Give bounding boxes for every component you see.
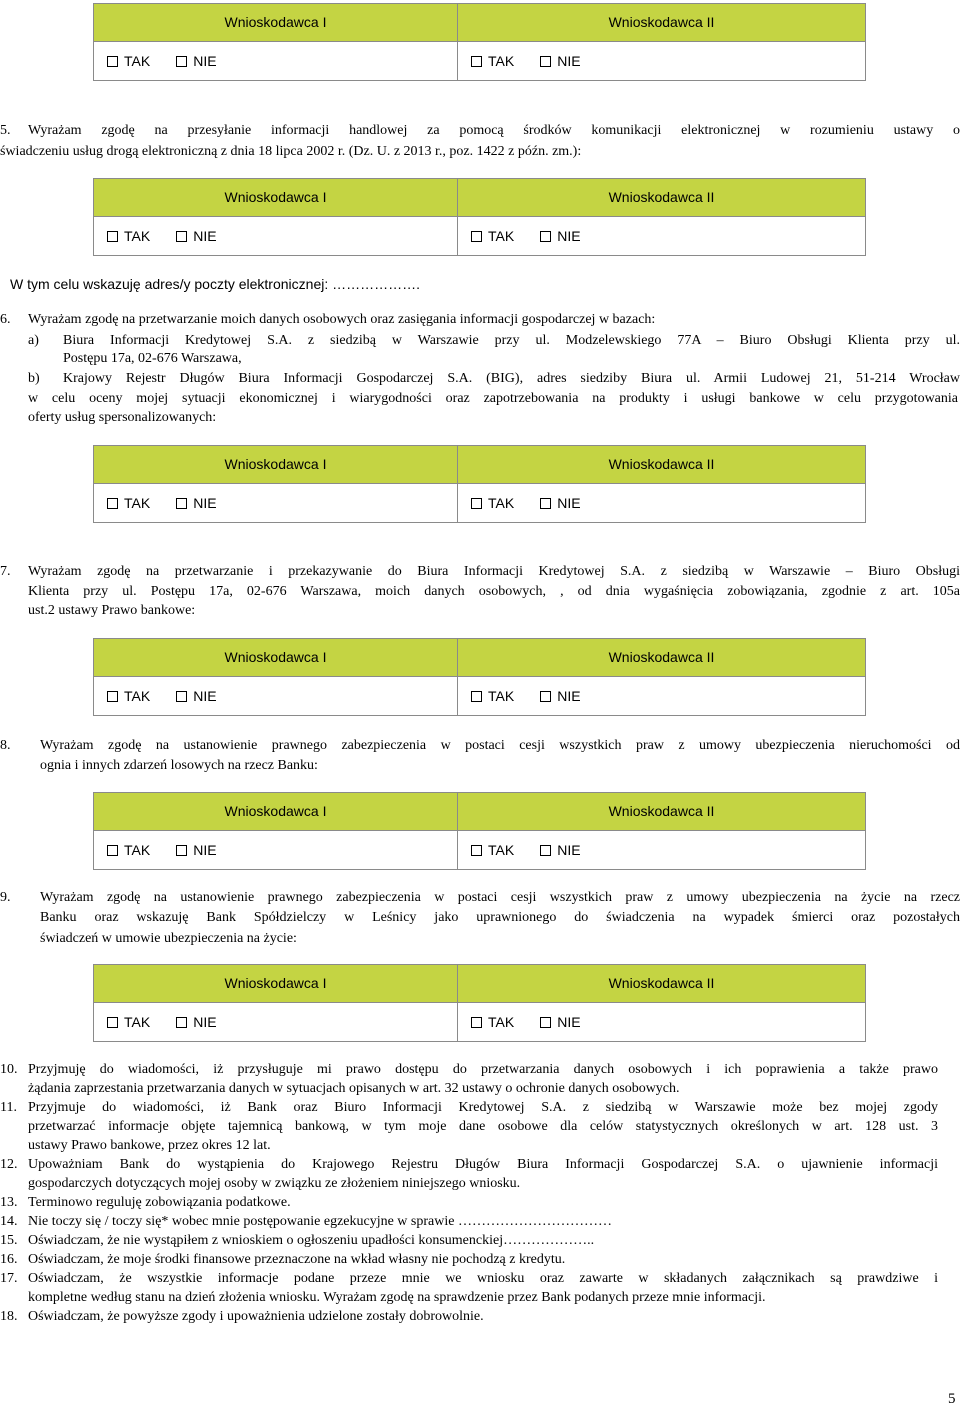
item-number: 15. — [0, 1233, 18, 1248]
item-text-line: Upoważniam Bank do wystąpienia do Krajowego Rejestru Długów Biura Informacji Gospodarczej S.A. o ujawnienie informacji — [28, 1157, 938, 1172]
item-6-purpose — [28, 389, 958, 408]
item-9-line-2 — [40, 908, 960, 927]
applicant-1-header: Wnioskodawca I — [94, 639, 458, 677]
applicant-2-no-checkbox[interactable] — [540, 227, 580, 246]
consent-grid-4 — [93, 638, 866, 716]
item-text-line: Wyrażam zgodę na ustanowienie prawnego zabezpieczenia w postaci cesji wszystkich praw z umowy ubezpieczenia na życie na rzecz — [40, 890, 960, 905]
applicant-1-header: Wnioskodawca I — [94, 793, 458, 831]
yes-label: TAK — [124, 494, 151, 511]
consent-item-7 — [0, 562, 960, 581]
item-text-line: przetwarzać informacje objęte tajemnicą bankową, w tym moje dane osobowe dla celów statystycznych określonych w art. 128 ust. 3 — [28, 1119, 938, 1134]
applicant-1-options — [94, 677, 458, 715]
checkbox-icon[interactable] — [176, 498, 187, 509]
applicant-2-header: Wnioskodawca II — [458, 793, 865, 831]
checkbox-icon[interactable] — [471, 231, 482, 242]
applicant-2-yes-checkbox[interactable] — [471, 687, 514, 706]
checkbox-icon[interactable] — [176, 231, 187, 242]
item-number: 8. — [0, 738, 11, 753]
item-number: 18. — [0, 1309, 18, 1324]
no-label: NIE — [193, 494, 217, 511]
consent-item-9 — [0, 888, 960, 907]
item-number: 7. — [0, 564, 11, 579]
item-number: 9. — [0, 890, 11, 905]
item-text-line: Wyrażam zgodę na przetwarzanie moich danych osobowych oraz zasięgania informacji gospodarczej w bazach: — [28, 312, 656, 327]
applicant-1-options — [94, 831, 458, 869]
applicant-1-header: Wnioskodawca I — [94, 4, 458, 42]
applicant-1-no-checkbox[interactable] — [176, 687, 216, 706]
checkbox-icon[interactable] — [176, 845, 187, 856]
yes-label: TAK — [488, 227, 515, 244]
item-number: 17. — [0, 1271, 18, 1286]
item-text-line: kompletne według stanu na dzień złożenia wniosku. Wyrażam zgodę na sprawdzenie przez Bank podanych przeze mnie informacji. — [28, 1290, 766, 1305]
item-number: 5. — [0, 123, 11, 138]
checkbox-icon[interactable] — [540, 498, 551, 509]
item-text-line: Klienta przy ul. Postępu 17a, 02-676 Warszawa, moich danych osobowych, , od dnia wygaśnięcia zobowiązania, zgodnie z art. 105a — [28, 584, 960, 599]
no-label: NIE — [557, 52, 581, 69]
declaration-13 — [0, 1193, 960, 1212]
applicant-2-no-checkbox[interactable] — [540, 52, 580, 71]
declaration-12 — [0, 1155, 960, 1193]
sub-item-label: b) — [28, 371, 40, 386]
applicant-1-yes-checkbox[interactable] — [107, 687, 150, 706]
checkbox-icon[interactable] — [107, 1017, 118, 1028]
sub-item-a — [63, 331, 960, 350]
applicant-2-header: Wnioskodawca II — [458, 4, 865, 42]
yes-label: TAK — [124, 1013, 151, 1030]
no-label: NIE — [193, 687, 217, 704]
no-label: NIE — [557, 494, 581, 511]
applicant-1-yes-checkbox[interactable] — [107, 1013, 150, 1032]
no-label: NIE — [193, 841, 217, 858]
applicant-2-no-checkbox[interactable] — [540, 687, 580, 706]
item-number: 11. — [0, 1100, 17, 1115]
item-7-line-2 — [28, 582, 960, 601]
applicant-1-yes-checkbox[interactable] — [107, 494, 150, 513]
item-text-line: żądania zaprzestania przetwarzania danych w sytuacjach opisanych w art. 32 ustawy o ochronie danych osobowych. — [28, 1081, 680, 1096]
email-address-line[interactable] — [10, 275, 910, 294]
checkbox-icon[interactable] — [471, 691, 482, 702]
declaration-15 — [0, 1231, 960, 1250]
applicant-2-yes-checkbox[interactable] — [471, 52, 514, 71]
sub-item-b — [63, 369, 960, 388]
sub-item-label: a) — [28, 333, 39, 348]
applicant-1-no-checkbox[interactable] — [176, 841, 216, 860]
applicant-2-options — [458, 831, 865, 869]
consent-grid-3 — [93, 445, 866, 523]
item-5-line-2 — [0, 142, 930, 161]
yes-label: TAK — [488, 1013, 515, 1030]
applicant-1-header: Wnioskodawca I — [94, 965, 458, 1003]
checkbox-icon[interactable] — [107, 845, 118, 856]
declaration-11 — [0, 1098, 960, 1155]
consent-grid-1 — [93, 3, 866, 81]
checkbox-icon[interactable] — [540, 691, 551, 702]
applicant-1-options — [94, 1003, 458, 1041]
checkbox-icon[interactable] — [471, 1017, 482, 1028]
applicant-2-options — [458, 42, 865, 80]
item-text-line: Terminowo reguluję zobowiązania podatkowe. — [28, 1195, 291, 1210]
applicant-1-no-checkbox[interactable] — [176, 1013, 216, 1032]
item-text-line: świadczeń w umowie ubezpieczenia na życie: — [40, 931, 297, 946]
item-text-line: Przyjmuje do wiadomości, iż Bank oraz Biuro Informacji Kredytowej S.A. z siedzibą w Warszawie może bez mojej zgody — [28, 1100, 938, 1115]
checkbox-icon[interactable] — [107, 56, 118, 67]
item-text-line: Oświadczam, że nie wystąpiłem z wnioskiem o ogłoszeniu upadłości konsumenckiej……………….. — [28, 1233, 595, 1248]
item-number: 16. — [0, 1252, 18, 1267]
applicant-1-no-checkbox[interactable] — [176, 494, 216, 513]
item-text-line: Wyrażam zgodę na przetwarzanie i przekazywanie do Biura Informacji Kredytowej S.A. z siedzibą w Warszawie – Biuro Obsługi — [28, 564, 960, 579]
applicant-2-yes-checkbox[interactable] — [471, 1013, 514, 1032]
declaration-14 — [0, 1212, 960, 1231]
consent-grid-6 — [93, 964, 866, 1042]
applicant-2-yes-checkbox[interactable] — [471, 494, 514, 513]
item-text-line: oferty usług spersonalizowanych: — [28, 410, 217, 425]
item-text-line: Oświadczam, że wszystkie informacje podane przeze mnie we wniosku oraz zawarte w składanych załącznikach są prawdziwe i — [28, 1271, 938, 1286]
applicant-2-yes-checkbox[interactable] — [471, 841, 514, 860]
consent-item-8 — [0, 736, 960, 755]
no-label: NIE — [557, 841, 581, 858]
item-number: 13. — [0, 1195, 18, 1210]
checkbox-icon[interactable] — [540, 1017, 551, 1028]
item-text-line: Wyrażam zgodę na ustanowienie prawnego zabezpieczenia w postaci cesji wszystkich praw z umowy ubezpieczenia nieruchomości od — [40, 738, 960, 753]
applicant-1-yes-checkbox[interactable] — [107, 52, 150, 71]
yes-label: TAK — [124, 52, 151, 69]
applicant-1-options — [94, 217, 458, 255]
applicant-1-yes-checkbox[interactable] — [107, 227, 150, 246]
checkbox-icon[interactable] — [176, 691, 187, 702]
no-label: NIE — [193, 227, 217, 244]
item-text-line: gospodarczych dotyczących mojej osoby w związku ze złożeniem niniejszego wniosku. — [28, 1176, 521, 1191]
checkbox-icon[interactable] — [107, 231, 118, 242]
checkbox-icon[interactable] — [176, 1017, 187, 1028]
applicant-2-header: Wnioskodawca II — [458, 446, 865, 484]
item-text-line: Nie toczy się / toczy się* wobec mnie postępowanie egzekucyjne w sprawie …………………………… — [28, 1214, 612, 1229]
checkbox-icon[interactable] — [176, 56, 187, 67]
checkbox-icon[interactable] — [107, 691, 118, 702]
consent-grid-5 — [93, 792, 866, 870]
checkbox-icon[interactable] — [471, 56, 482, 67]
applicant-2-options — [458, 217, 865, 255]
no-label: NIE — [193, 1013, 217, 1030]
applicant-2-header: Wnioskodawca II — [458, 179, 865, 217]
item-text-line: Przyjmuję do wiadomości, iż przysługuje mi prawo dostępu do przetwarzania danych osobowych i ich poprawienia a także prawo — [28, 1062, 938, 1077]
checkbox-icon[interactable] — [471, 845, 482, 856]
yes-label: TAK — [488, 687, 515, 704]
applicant-2-yes-checkbox[interactable] — [471, 227, 514, 246]
item-text-line: ust.2 ustawy Prawo bankowe: — [28, 603, 196, 618]
no-label: NIE — [557, 687, 581, 704]
applicant-2-options — [458, 677, 865, 715]
yes-label: TAK — [124, 841, 151, 858]
item-text-line: ognia i innych zdarzeń losowych na rzecz Banku: — [40, 758, 318, 773]
item-text-line: Postępu 17a, 02-676 Warszawa, — [63, 351, 242, 366]
no-label: NIE — [557, 1013, 581, 1030]
checkbox-icon[interactable] — [540, 845, 551, 856]
applicant-1-options — [94, 42, 458, 80]
declarations-list — [0, 1060, 960, 1326]
page-number: 5 — [948, 1391, 956, 1407]
checkbox-icon[interactable] — [540, 231, 551, 242]
applicant-2-options — [458, 484, 865, 522]
applicant-1-no-checkbox[interactable] — [176, 227, 216, 246]
yes-label: TAK — [124, 687, 151, 704]
applicant-2-options — [458, 1003, 865, 1041]
applicant-2-header: Wnioskodawca II — [458, 965, 865, 1003]
consent-item-5 — [0, 121, 960, 140]
applicant-2-no-checkbox[interactable] — [540, 841, 580, 860]
item-text-line: Banku oraz wskazuję Bank Spółdzielczy w Leśnicy jako uprawnionego do świadczenia na wypadek śmierci oraz pozostałych — [40, 910, 960, 925]
yes-label: TAK — [488, 494, 515, 511]
consent-grid-2 — [93, 178, 866, 256]
item-number: 12. — [0, 1157, 18, 1172]
declaration-18 — [0, 1307, 960, 1326]
checkbox-icon[interactable] — [471, 498, 482, 509]
item-number: 14. — [0, 1214, 18, 1229]
declaration-17 — [0, 1269, 960, 1307]
applicant-1-header: Wnioskodawca I — [94, 179, 458, 217]
item-text-line: Oświadczam, że powyższe zgody i upoważnienia udzielone zostały dobrowolnie. — [28, 1309, 484, 1324]
item-text-line: w celu oceny mojej sytuacji ekonomicznej i wiarygodności oraz zapotrzebowania na produkty i usługi bankowe w celu przygotowania — [28, 391, 958, 406]
item-text-line: świadczeniu usług drogą elektroniczną z dnia 18 lipca 2002 r. (Dz. U. z 2013 r., poz. 1422 z późn. zm.): — [0, 144, 582, 159]
no-label: NIE — [193, 52, 217, 69]
item-number: 6. — [0, 312, 11, 327]
item-text-line: ustawy Prawo bankowe, przez okres 12 lat. — [28, 1138, 271, 1153]
applicant-1-options — [94, 484, 458, 522]
declaration-10 — [0, 1060, 960, 1098]
no-label: NIE — [557, 227, 581, 244]
yes-label: TAK — [124, 227, 151, 244]
item-text-line: Wyrażam zgodę na przesyłanie informacji handlowej za pomocą środków komunikacji elektronicznej w rozumieniu ustawy o — [28, 123, 960, 138]
applicant-2-no-checkbox[interactable] — [540, 494, 580, 513]
consent-item-6 — [0, 310, 960, 329]
applicant-2-no-checkbox[interactable] — [540, 1013, 580, 1032]
applicant-1-yes-checkbox[interactable] — [107, 841, 150, 860]
declaration-16 — [0, 1250, 960, 1269]
checkbox-icon[interactable] — [540, 56, 551, 67]
yes-label: TAK — [488, 52, 515, 69]
item-number: 10. — [0, 1062, 18, 1077]
checkbox-icon[interactable] — [107, 498, 118, 509]
email-label: W tym celu wskazuję adres/y poczty elektronicznej: ………………. — [10, 276, 421, 292]
yes-label: TAK — [488, 841, 515, 858]
item-text-line: Krajowy Rejestr Długów Biura Informacji Gospodarczej S.A. (BIG), adres siedziby Biura ul. Armii Ludowej 21, 51-214 Wrocław — [63, 371, 960, 386]
item-text-line: Biura Informacji Kredytowej S.A. z siedzibą w Warszawie przy ul. Modzelewskiego 77A – Biuro Obsługi Klienta przy ul. — [63, 333, 960, 348]
applicant-1-no-checkbox[interactable] — [176, 52, 216, 71]
item-text-line: Oświadczam, że moje środki finansowe przeznaczone na wkład własny nie pochodzą z kredytu. — [28, 1252, 566, 1267]
applicant-2-header: Wnioskodawca II — [458, 639, 865, 677]
applicant-1-header: Wnioskodawca I — [94, 446, 458, 484]
